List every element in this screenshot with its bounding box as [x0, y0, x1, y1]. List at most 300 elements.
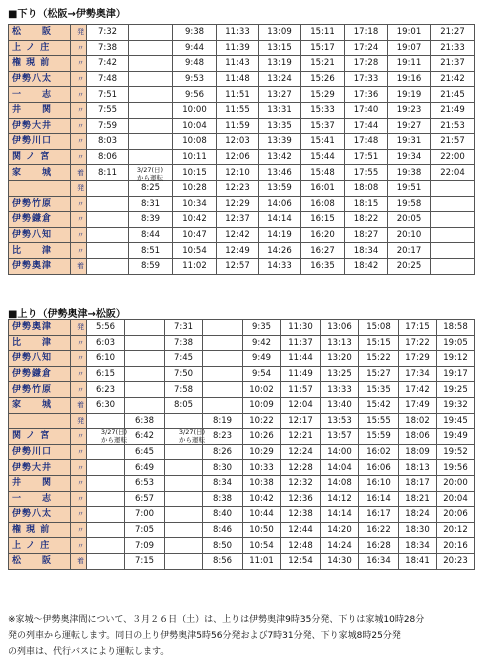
station-name: 伊勢川口	[9, 134, 71, 150]
departure-time: 13:15	[259, 40, 301, 56]
footnote-line-1: ※家城～伊勢奥津間について、３月２６日（土）は、上りは伊勢奥津9時35分発、下りは家城10時28分	[8, 615, 425, 625]
station-name: 関 ノ 宮	[9, 149, 71, 165]
station-name: 一 志	[9, 87, 71, 103]
station-name: 松 阪	[9, 25, 71, 41]
departure-time: 11:49	[281, 366, 321, 382]
departure-time: 8:38	[203, 491, 243, 507]
departure-time: 8:26	[203, 444, 243, 460]
arrival-departure-mark: 〃	[71, 382, 87, 398]
departure-time: 15:55	[359, 413, 399, 429]
departure-time: 12:44	[281, 522, 321, 538]
departure-time: 8:11	[87, 165, 129, 181]
departure-time: 20:12	[437, 522, 475, 538]
departure-time: 18:41	[399, 553, 437, 569]
departure-time: 6:15	[87, 366, 125, 382]
station-name: 伊勢大井	[9, 460, 71, 476]
departure-time	[125, 335, 165, 351]
departure-time: 12:42	[217, 227, 259, 243]
departure-time: 9:54	[243, 366, 281, 382]
departure-time: 18:02	[399, 413, 437, 429]
departure-time: 7:51	[87, 87, 129, 103]
departure-time: 10:09	[243, 397, 281, 413]
departure-time: 12:17	[281, 413, 321, 429]
station-name	[9, 413, 71, 429]
departure-time: 8:46	[203, 522, 243, 538]
departure-time: 7:55	[87, 102, 129, 118]
departure-time: 20:05	[388, 212, 431, 228]
departure-time: 15:22	[359, 351, 399, 367]
timetable-row	[9, 25, 475, 41]
departure-time: 14:30	[321, 553, 359, 569]
departure-time: 20:17	[388, 243, 431, 259]
arrival-departure-mark: 〃	[71, 227, 87, 243]
arrival-departure-mark: 〃	[71, 429, 87, 445]
departure-time: 12:49	[217, 243, 259, 259]
departure-time	[87, 413, 125, 429]
arrival-departure-mark: 〃	[71, 491, 87, 507]
up-timetable	[8, 319, 475, 570]
departure-time: 7:15	[125, 553, 165, 569]
departure-time: 15:48	[301, 165, 345, 181]
station-name: 伊勢奥津	[9, 258, 71, 274]
departure-time: 16:34	[359, 553, 399, 569]
departure-time	[129, 134, 173, 150]
departure-time: 12:21	[281, 429, 321, 445]
departure-time: 12:36	[281, 491, 321, 507]
departure-time: 15:29	[301, 87, 345, 103]
departure-time: 8:50	[203, 538, 243, 554]
departure-time: 21:27	[431, 25, 475, 41]
departure-time	[431, 243, 475, 259]
departure-time: 15:44	[301, 149, 345, 165]
arrival-departure-mark: 〃	[71, 444, 87, 460]
departure-time: 8:06	[87, 149, 129, 165]
departure-time	[125, 397, 165, 413]
departure-time: 14:14	[259, 212, 301, 228]
departure-time: 20:25	[388, 258, 431, 274]
departure-time: 11:55	[217, 102, 259, 118]
departure-time: 12:54	[281, 553, 321, 569]
timetable-row	[9, 366, 475, 382]
departure-time: 20:06	[437, 507, 475, 523]
departure-time: 18:42	[345, 258, 388, 274]
departure-time	[129, 118, 173, 134]
departure-time: 8:40	[203, 507, 243, 523]
departure-time: 15:26	[301, 71, 345, 87]
departure-time	[203, 320, 243, 336]
departure-time: 17:49	[399, 397, 437, 413]
departure-time: 18:09	[399, 444, 437, 460]
station-name: 伊勢八知	[9, 227, 71, 243]
station-name: 伊勢大井	[9, 118, 71, 134]
arrival-departure-mark: 〃	[71, 134, 87, 150]
departure-time: 10:33	[243, 460, 281, 476]
departure-time: 11:37	[281, 335, 321, 351]
departure-time: 12:57	[217, 258, 259, 274]
departure-time: 14:00	[321, 444, 359, 460]
departure-time: 13:19	[259, 56, 301, 72]
departure-time	[165, 491, 203, 507]
arrival-departure-mark: 〃	[71, 87, 87, 103]
departure-time	[165, 522, 203, 538]
station-name: 伊勢鎌倉	[9, 366, 71, 382]
departure-time: 20:10	[388, 227, 431, 243]
departure-time: 6:42	[125, 429, 165, 445]
departure-time: 19:58	[388, 196, 431, 212]
departure-time	[165, 460, 203, 476]
departure-time: 15:35	[359, 382, 399, 398]
departure-time: 18:34	[399, 538, 437, 554]
departure-time	[87, 196, 129, 212]
departure-time	[129, 102, 173, 118]
departure-time: 7:48	[87, 71, 129, 87]
departure-time: 15:15	[359, 335, 399, 351]
timetable-row	[9, 491, 475, 507]
departure-time: 8:25	[129, 180, 173, 196]
departure-time	[165, 475, 203, 491]
departure-time: 12:29	[217, 196, 259, 212]
departure-time: 19:56	[437, 460, 475, 476]
departure-time	[431, 196, 475, 212]
departure-time	[87, 491, 125, 507]
down-schedule-note	[128, 166, 172, 182]
departure-time	[87, 460, 125, 476]
arrival-departure-mark: 〃	[71, 243, 87, 259]
departure-time	[431, 212, 475, 228]
station-name: 松 阪	[9, 553, 71, 569]
departure-time	[87, 522, 125, 538]
timetable-row	[9, 397, 475, 413]
departure-time: 8:34	[203, 475, 243, 491]
departure-time: 13:40	[321, 397, 359, 413]
departure-time	[129, 25, 173, 41]
departure-time: 14:14	[321, 507, 359, 523]
departure-time: 10:42	[173, 212, 217, 228]
arrival-departure-mark: 着	[71, 397, 87, 413]
arrival-departure-mark: 〃	[71, 460, 87, 476]
departure-time: 16:17	[359, 507, 399, 523]
arrival-departure-mark: 着	[71, 553, 87, 569]
station-name: 伊勢鎌倉	[9, 212, 71, 228]
departure-time	[125, 366, 165, 382]
departure-time: 7:00	[125, 507, 165, 523]
arrival-departure-mark: 〃	[71, 507, 87, 523]
departure-time: 18:24	[399, 507, 437, 523]
departure-time: 17:33	[345, 71, 388, 87]
departure-time: 21:49	[431, 102, 475, 118]
timetable-row	[9, 180, 475, 196]
departure-time: 17:15	[399, 320, 437, 336]
departure-time	[165, 444, 203, 460]
departure-time: 7:38	[87, 40, 129, 56]
departure-time: 7:38	[165, 335, 203, 351]
arrival-departure-mark: 〃	[71, 366, 87, 382]
departure-time: 11:57	[281, 382, 321, 398]
departure-time: 14:24	[321, 538, 359, 554]
timetable-row	[9, 538, 475, 554]
departure-time: 14:04	[321, 460, 359, 476]
departure-time: 10:50	[243, 522, 281, 538]
departure-time: 17:29	[399, 351, 437, 367]
arrival-departure-mark: 〃	[71, 102, 87, 118]
departure-time: 13:42	[259, 149, 301, 165]
departure-time: 15:27	[359, 366, 399, 382]
departure-time: 9:49	[243, 351, 281, 367]
timetable-row	[9, 258, 475, 274]
departure-time: 17:48	[345, 134, 388, 150]
departure-time: 17:36	[345, 87, 388, 103]
departure-time: 20:16	[437, 538, 475, 554]
departure-time: 11:39	[217, 40, 259, 56]
departure-time: 16:02	[359, 444, 399, 460]
timetable-row	[9, 243, 475, 259]
departure-time: 12:38	[281, 507, 321, 523]
departure-time: 9:38	[173, 25, 217, 41]
timetable-row	[9, 553, 475, 569]
departure-time: 15:21	[301, 56, 345, 72]
departure-time: 11:30	[281, 320, 321, 336]
departure-time: 21:33	[431, 40, 475, 56]
departure-time: 14:06	[259, 196, 301, 212]
departure-time: 5:56	[87, 320, 125, 336]
timetable-row	[9, 351, 475, 367]
departure-time: 14:19	[259, 227, 301, 243]
departure-time: 12:32	[281, 475, 321, 491]
departure-time: 16:27	[301, 243, 345, 259]
arrival-departure-mark: 〃	[71, 212, 87, 228]
departure-time: 16:01	[301, 180, 345, 196]
departure-time: 11:02	[173, 258, 217, 274]
departure-time: 19:16	[388, 71, 431, 87]
station-name: 井 関	[9, 102, 71, 118]
departure-time: 10:38	[243, 475, 281, 491]
departure-time: 18:21	[399, 491, 437, 507]
station-name: 比 津	[9, 243, 71, 259]
departure-time: 11:51	[217, 87, 259, 103]
footnote-line-2: 発の列車から運転します。同日の上り伊勢奥津5時56分発および7時31分発、下り家城8時25分発	[8, 631, 401, 641]
departure-time: 19:19	[388, 87, 431, 103]
departure-time: 14:08	[321, 475, 359, 491]
departure-time: 14:20	[321, 522, 359, 538]
down-timetable	[8, 24, 475, 275]
departure-time: 16:10	[359, 475, 399, 491]
departure-time: 6:10	[87, 351, 125, 367]
departure-time: 9:35	[243, 320, 281, 336]
timetable-row	[9, 507, 475, 523]
departure-time: 16:28	[359, 538, 399, 554]
departure-time: 13:33	[321, 382, 359, 398]
arrival-departure-mark: 〃	[71, 475, 87, 491]
departure-time	[87, 227, 129, 243]
departure-time	[87, 553, 125, 569]
arrival-departure-mark: 発	[71, 413, 87, 429]
departure-time: 8:44	[129, 227, 173, 243]
departure-time: 10:28	[173, 180, 217, 196]
departure-time	[125, 351, 165, 367]
timetable-row	[9, 429, 475, 445]
departure-time: 13:59	[259, 180, 301, 196]
departure-time: 6:53	[125, 475, 165, 491]
departure-time: 8:30	[203, 460, 243, 476]
departure-time: 18:17	[399, 475, 437, 491]
departure-time: 19:17	[437, 366, 475, 382]
timetable-row	[9, 196, 475, 212]
arrival-departure-mark: 〃	[71, 335, 87, 351]
timetable-row	[9, 444, 475, 460]
departure-time: 8:19	[203, 413, 243, 429]
departure-time: 18:15	[345, 196, 388, 212]
departure-time: 12:37	[217, 212, 259, 228]
departure-time: 8:05	[165, 397, 203, 413]
departure-time	[87, 475, 125, 491]
departure-time	[129, 56, 173, 72]
departure-time: 20:00	[437, 475, 475, 491]
departure-time: 10:42	[243, 491, 281, 507]
departure-time: 17:44	[345, 118, 388, 134]
departure-time: 17:40	[345, 102, 388, 118]
station-name: 上 ノ 庄	[9, 40, 71, 56]
departure-time: 12:28	[281, 460, 321, 476]
departure-time	[129, 87, 173, 103]
departure-time: 10:54	[173, 243, 217, 259]
departure-time: 18:08	[345, 180, 388, 196]
timetable-row	[9, 335, 475, 351]
station-name: 伊勢竹原	[9, 196, 71, 212]
departure-time: 19:05	[437, 335, 475, 351]
departure-time: 12:10	[217, 165, 259, 181]
departure-time	[431, 227, 475, 243]
departure-time	[203, 397, 243, 413]
departure-time: 16:35	[301, 258, 345, 274]
departure-time: 15:11	[301, 25, 345, 41]
station-name: 一 志	[9, 491, 71, 507]
departure-time: 6:38	[125, 413, 165, 429]
arrival-departure-mark: 着	[71, 258, 87, 274]
departure-time	[203, 335, 243, 351]
departure-time: 7:59	[87, 118, 129, 134]
departure-time: 18:27	[345, 227, 388, 243]
departure-time: 18:13	[399, 460, 437, 476]
departure-time: 19:49	[437, 429, 475, 445]
departure-time: 21:45	[431, 87, 475, 103]
departure-time: 15:17	[301, 40, 345, 56]
timetable-row	[9, 227, 475, 243]
departure-time: 15:37	[301, 118, 345, 134]
departure-time	[87, 507, 125, 523]
departure-time: 19:12	[437, 351, 475, 367]
timetable-row	[9, 382, 475, 398]
timetable-row	[9, 40, 475, 56]
departure-time: 20:23	[437, 553, 475, 569]
departure-time: 19:31	[388, 134, 431, 150]
departure-time: 21:57	[431, 134, 475, 150]
departure-time: 21:53	[431, 118, 475, 134]
departure-time: 6:57	[125, 491, 165, 507]
departure-time: 16:15	[301, 212, 345, 228]
departure-time: 11:01	[243, 553, 281, 569]
departure-time	[431, 180, 475, 196]
departure-time	[129, 71, 173, 87]
departure-time: 13:27	[259, 87, 301, 103]
station-name: 伊勢八太	[9, 71, 71, 87]
departure-time: 13:57	[321, 429, 359, 445]
station-name: 家 城	[9, 397, 71, 413]
departure-time: 11:43	[217, 56, 259, 72]
departure-time	[165, 413, 203, 429]
departure-time: 17:28	[345, 56, 388, 72]
departure-time: 7:31	[165, 320, 203, 336]
departure-time: 19:01	[388, 25, 431, 41]
departure-time: 15:59	[359, 429, 399, 445]
departure-time: 9:44	[173, 40, 217, 56]
departure-time: 10:08	[173, 134, 217, 150]
departure-time: 13:53	[321, 413, 359, 429]
departure-time: 8:31	[129, 196, 173, 212]
departure-time: 14:26	[259, 243, 301, 259]
departure-time	[165, 553, 203, 569]
timetable-row	[9, 165, 475, 181]
timetable-row	[9, 56, 475, 72]
departure-time: 19:27	[388, 118, 431, 134]
departure-time: 7:50	[165, 366, 203, 382]
departure-time	[165, 507, 203, 523]
arrival-departure-mark: 発	[71, 320, 87, 336]
departure-time: 10:44	[243, 507, 281, 523]
footnote	[8, 612, 498, 660]
departure-time: 12:48	[281, 538, 321, 554]
departure-time: 15:33	[301, 102, 345, 118]
departure-time: 11:33	[217, 25, 259, 41]
departure-time: 17:22	[399, 335, 437, 351]
departure-time: 16:08	[301, 196, 345, 212]
arrival-departure-mark: 〃	[71, 71, 87, 87]
departure-time: 19:32	[437, 397, 475, 413]
departure-time: 16:14	[359, 491, 399, 507]
departure-time: 7:58	[165, 382, 203, 398]
arrival-departure-mark: 〃	[71, 196, 87, 212]
departure-time: 16:22	[359, 522, 399, 538]
station-name	[9, 180, 71, 196]
departure-time: 10:54	[243, 538, 281, 554]
arrival-departure-mark: 〃	[71, 351, 87, 367]
timetable-row	[9, 522, 475, 538]
footnote-line-3: の列車は、代行バスにより運転します。	[8, 647, 170, 657]
departure-time: 8:56	[203, 553, 243, 569]
departure-time: 7:45	[165, 351, 203, 367]
departure-time	[203, 351, 243, 367]
departure-time: 10:04	[173, 118, 217, 134]
departure-time: 13:25	[321, 366, 359, 382]
departure-time: 10:00	[173, 102, 217, 118]
departure-time: 12:24	[281, 444, 321, 460]
station-name: 伊勢竹原	[9, 382, 71, 398]
departure-time: 8:51	[129, 243, 173, 259]
departure-time: 9:48	[173, 56, 217, 72]
departure-time: 19:45	[437, 413, 475, 429]
station-name: 伊勢八知	[9, 351, 71, 367]
departure-time: 7:42	[87, 56, 129, 72]
up-schedule-note-1	[94, 428, 134, 444]
departure-time: 21:42	[431, 71, 475, 87]
departure-time: 6:45	[125, 444, 165, 460]
departure-time	[87, 538, 125, 554]
departure-time: 17:42	[399, 382, 437, 398]
departure-time: 6:30	[87, 397, 125, 413]
departure-time: 16:20	[301, 227, 345, 243]
departure-time: 17:34	[399, 366, 437, 382]
departure-time: 21:37	[431, 56, 475, 72]
departure-time	[125, 320, 165, 336]
